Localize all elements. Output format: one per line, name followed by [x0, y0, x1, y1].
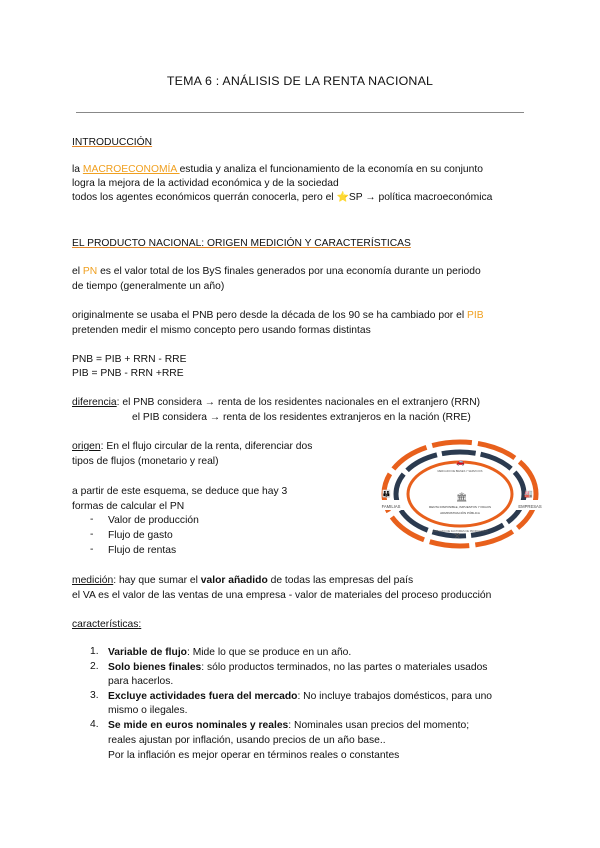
caracteristica-item: Excluye actividades fuera del mercado: No incluye trabajos domésticos, para uno	[108, 691, 493, 702]
diferencia-label: diferencia	[72, 397, 117, 408]
center-label: ADMINISTRACIÓN PÚBLICA	[440, 511, 480, 515]
origen-line-1: origen: En el flujo circular de la renta, diferenciar dos	[72, 441, 313, 452]
caracteristica-item: Se mide en euros nominales y reales: Nominales usan precios del momento;	[108, 720, 470, 731]
top-market-label: MERCADO DE BIENES Y SERVICIOS	[437, 470, 483, 473]
list-number: 2.	[90, 661, 99, 672]
list-number: 3.	[90, 690, 99, 701]
origen-line-2: tipos de flujos (monetario y real)	[72, 456, 219, 467]
esquema-line-2: formas de calcular el PN	[72, 501, 185, 512]
diferencia-line-1: diferencia: el PNB considera → renta de los residentes nacionales en el extranjero (RRN)	[72, 397, 481, 408]
goods-icon: 🚗	[456, 459, 465, 466]
origen-label: origen	[72, 441, 101, 452]
title-divider	[76, 112, 524, 113]
star-icon: ⭐	[336, 192, 349, 203]
macroeconomia-term: MACROECONOMÍA	[82, 164, 180, 175]
forma-item: Flujo de rentas	[108, 545, 177, 556]
intro-heading: INTRODUCCIÓN	[72, 137, 153, 148]
pnb-pib-line-2: pretenden medir el mismo concepto pero usando formas distintas	[72, 325, 371, 336]
intro-line-1: la MACROECONOMÍA estudia y analiza el funcionamiento de la economía en su conjunto	[72, 164, 483, 175]
caracteristica-continuation: mismo o ilegales.	[108, 705, 188, 716]
center-caption: RENTA DISPONIBLE, IMPUESTOS Y PAGOS	[429, 505, 491, 509]
intro-line-3: todos los agentes económicos querrán conocerla, pero el ⭐SP → política macroeconómica	[72, 192, 493, 203]
pn-def-line-1: el PN es el valor total de los ByS finales generados por una economía durante un periodo	[72, 266, 481, 277]
formula-pib: PIB = PNB - RRN +RRE	[72, 368, 184, 379]
forma-item: Flujo de gasto	[108, 530, 173, 541]
government-building-icon: 🏛	[456, 492, 468, 502]
forma-item: Valor de producción	[108, 515, 199, 526]
caracteristicas-heading: características:	[72, 619, 142, 630]
caracteristica-item: Solo bienes finales: sólo productos terminados, no las partes o materiales usados	[108, 662, 488, 673]
medicion-label: medición	[72, 575, 114, 586]
familias-label: FAMILIAS	[381, 504, 401, 509]
pnb-pib-line-1: originalmente se usaba el PNB pero desde la década de los 90 se ha cambiado por el PIB	[72, 310, 484, 321]
caracteristica-continuation: para hacerlos.	[108, 676, 174, 687]
circular-flow-diagram	[368, 428, 552, 556]
family-icon: 👪	[382, 491, 391, 498]
formula-pnb: PNB = PIB + RRN - RRE	[72, 354, 187, 365]
page-title: TEMA 6 : ANÁLISIS DE LA RENTA NACIONAL	[166, 74, 434, 88]
esquema-line-1: a partir de este esquema, se deduce que hay 3	[72, 486, 288, 497]
dash-marker: -	[90, 544, 94, 555]
list-number: 1.	[90, 646, 99, 657]
tools-icon: ⚒	[454, 533, 461, 540]
caracteristica-continuation: Por la inflación es mejor operar en términos reales o constantes	[108, 750, 400, 761]
pn-heading: EL PRODUCTO NACIONAL: ORIGEN MEDICIÓN Y CARACTERÍSTICAS	[72, 238, 411, 249]
intro-line-2: logra la mejora de la actividad económica y de la sociedad	[72, 178, 339, 189]
pn-def-line-2: de tiempo (generalmente un año)	[72, 281, 225, 292]
factory-icon: 🏭	[524, 491, 533, 498]
caracteristica-item: Variable de flujo: Mide lo que se produce en un año.	[108, 647, 352, 658]
bottom-market-label: MERCADO DE FACTORES DE PRODUCCIÓN	[432, 530, 488, 533]
dash-marker: -	[90, 514, 94, 525]
pib-term: PIB	[466, 310, 484, 321]
empresas-label: EMPRESAS	[518, 504, 542, 509]
diferencia-line-2: el PIB considera → renta de los residentes extranjeros en la nación (RRE)	[132, 412, 471, 423]
list-number: 4.	[90, 719, 99, 730]
pn-term: PN	[82, 266, 98, 277]
medicion-line-1: medición: hay que sumar el valor añadido de todas las empresas del país	[72, 575, 414, 586]
caracteristica-continuation: reales ajustan por inflación, usando precios de un año base..	[108, 735, 386, 746]
medicion-line-2: el VA es el valor de las ventas de una empresa - valor de materiales del proceso producción	[72, 590, 492, 601]
dash-marker: -	[90, 529, 94, 540]
